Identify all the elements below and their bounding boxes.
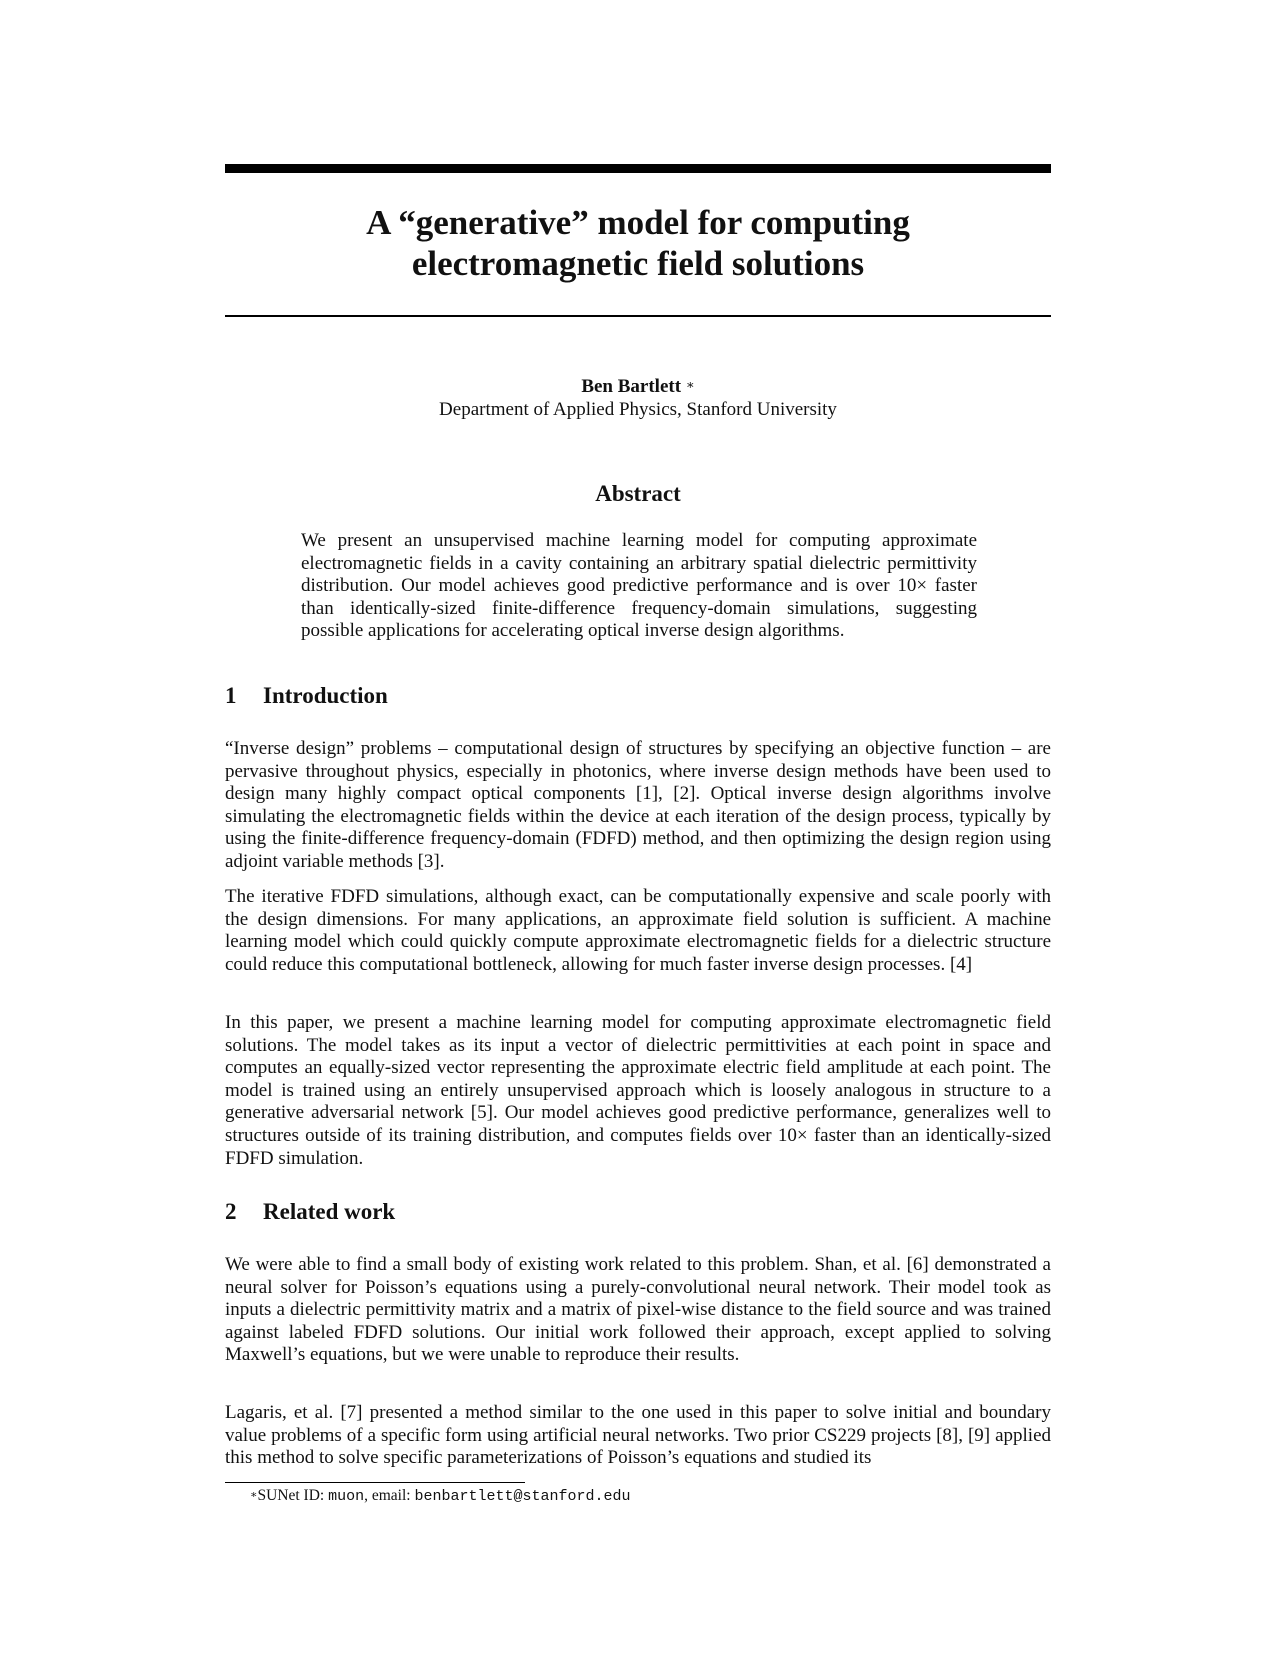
intro-paragraph-3: In this paper, we present a machine learning model for computing approximate electromagnetic field solutions. The model takes as its input a vector of dielectric permittivities at each point in space and computes an equally-sized vector representing the approximate electric field amplitude at each point. The model is trained using an entirely unsupervised approach which is loosely analogous in structure to a generative adversarial network [5]. Our model achieves good predictive performance, generalizes well to structures outside of its training distribution, and computes fields over 10× faster than an identically-sized FDFD simulation.	[225, 1012, 1051, 1169]
title-bottom-rule	[225, 315, 1051, 317]
author-footnote-mark: ∗	[685, 377, 695, 392]
author-block	[225, 375, 1051, 421]
section-number: 1	[225, 683, 237, 708]
footnote-rule	[225, 1482, 525, 1483]
title-top-rule	[225, 164, 1051, 173]
intro-paragraph-1: “Inverse design” problems – computational design of structures by specifying an objective function – are pervasive throughout physics, especially in photonics, where inverse design methods have been used to design many highly compact optical components [1], [2]. Optical inverse design algorithms involve simulating the electromagnetic fields within the device at each iteration of the design process, typically by using the finite-difference frequency-domain (FDFD) method, and then optimizing the design region using adjoint variable methods [3].	[225, 738, 1051, 872]
footnote-email: benbartlett@stanford.edu	[414, 1488, 631, 1505]
author-name: Ben Bartlett	[581, 376, 682, 397]
related-paragraph-1: We were able to find a small body of existing work related to this problem. Shan, et al. [6] demonstrated a neural solver for Poisson’s equations using a purely-convolutional neural network. Their model took as inputs a dielectric permittivity matrix and a matrix of pixel-wise distance to the field source and was trained against labeled FDFD solutions. Our initial work followed their approach, except applied to solving Maxwell’s equations, but we were unable to reproduce their results.	[225, 1254, 1051, 1366]
section-heading-introduction	[225, 682, 1051, 710]
footnote-middle: , email:	[364, 1487, 415, 1504]
section-title: Introduction	[263, 683, 388, 708]
abstract-text: We present an unsupervised machine learning model for computing approximate electromagnetic fields in a cavity containing an arbitrary spatial dielectric permittivity distribution. Our model achieves good predictive performance and is over 10× faster than identically-sized finite-difference frequency-domain simulations, suggesting possible applications for accelerating optical inverse design algorithms.	[301, 530, 977, 642]
title-line-1: A “generative” model for computing	[366, 203, 910, 242]
section-title: Related work	[263, 1199, 396, 1224]
footnote-prefix: SUNet ID:	[257, 1487, 329, 1504]
footnote-mark: ∗	[250, 1489, 258, 1501]
paper-title	[225, 202, 1051, 284]
abstract-heading: Abstract	[595, 481, 681, 506]
footnote	[250, 1486, 1050, 1507]
section-heading-related-work	[225, 1198, 1051, 1226]
related-paragraph-2: Lagaris, et al. [7] presented a method similar to the one used in this paper to solve initial and boundary value problems of a specific form using artificial neural networks. Two prior CS229 projects [8], [9] applied this method to solve specific parameterizations of Poisson’s equations and studied its	[225, 1402, 1051, 1469]
footnote-sunet-id: muon	[328, 1488, 365, 1505]
title-line-2: electromagnetic field solutions	[411, 244, 865, 283]
author-affiliation: Department of Applied Physics, Stanford University	[439, 399, 837, 420]
section-number: 2	[225, 1199, 237, 1224]
intro-paragraph-2: The iterative FDFD simulations, although exact, can be computationally expensive and scale poorly with the design dimensions. For many applications, an approximate field solution is sufficient. A machine learning model which could quickly compute approximate electromagnetic fields for a dielectric structure could reduce this computational bottleneck, allowing for much faster inverse design processes. [4]	[225, 886, 1051, 975]
